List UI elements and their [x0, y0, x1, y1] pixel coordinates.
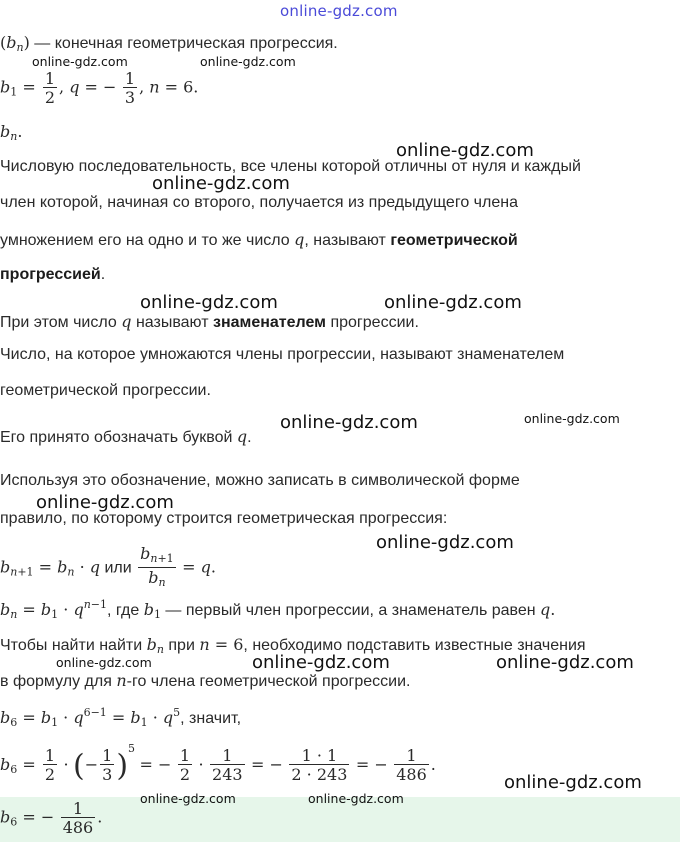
theory-p1-line2: член которой, начиная со второго, получается из предыдущего члена [0, 194, 518, 211]
theory-p5-line1: Используя это обозначение, можно записать в символической форме [0, 472, 520, 489]
watermark: online-gdz.com [384, 292, 522, 313]
fraction-b1: $\frac{1}{2}$ [44, 69, 56, 107]
task-line1-text: — конечная геометрическая прогрессия. [34, 35, 338, 52]
theory-p3-line1: Число, на которое умножаются члены прогрессии, называют знаменателем [0, 346, 565, 363]
theory-p1-line4: прогрессией. [0, 266, 106, 283]
fraction-ratio: $\frac{b_{n+1}}{b_n}$ [138, 545, 176, 592]
theory-p1-line1: Числовую последовательность, все члены которой отличны от нуля и каждый [0, 158, 581, 175]
theory-p2: При этом число q называют знаменателем прогрессии. [0, 312, 419, 331]
term-progression: прогрессией [0, 266, 101, 283]
term-geometric: геометрической [390, 232, 518, 249]
watermark: online-gdz.com [140, 292, 278, 313]
watermark-top: online-gdz.com [280, 2, 398, 20]
watermark: online-gdz.com [396, 140, 534, 161]
watermark: online-gdz.com [56, 655, 152, 670]
formula-recurrence: $b_{n+1} = b_n \cdot q$ или $\frac{b_{n+1}}{b_n}$ = q. [0, 545, 216, 592]
watermark: online-gdz.com [308, 791, 404, 806]
solution-calculation: $b_6$ = $\frac{1}{2}$ · (− $\frac{1}{3}$ )$^5$ = − $\frac{1}{2}$ · $\frac{1}{243}$ = − $\frac{1 \cdot 1}{2 \cdot 243}$ = − $\frac{1}{486}$ . [0, 742, 436, 785]
watermark: online-gdz.com [252, 652, 390, 673]
theory-p5-line2: правило, по которому строится геометрическая прогрессия: [0, 510, 448, 527]
formula-nth-term: $b_n = b_1 \cdot q^{n-1}$, где $b_1$ — первый член прогрессии, а знаменатель равен q. [0, 598, 556, 621]
theory-p3-line2: геометрической прогрессии. [0, 382, 211, 399]
task-sequence-line: $(b_n)$ — конечная геометрическая прогрессия. [0, 33, 338, 54]
watermark: online-gdz.com [524, 411, 620, 426]
solution-line1: Чтобы найти найти $b_n$ при n = 6, необходимо подставить известные значения [0, 635, 586, 656]
theory-p4: Его принято обозначать буквой q. [0, 427, 252, 446]
term-denominator: знаменателем [212, 314, 327, 331]
watermark: online-gdz.com [32, 54, 128, 69]
solution-line2: в формулу для n-го члена геометрической прогрессии. [0, 671, 411, 690]
task-find: $b_n$. [0, 122, 23, 143]
solution-line3: $b_6 = b_1 \cdot q^{6-1} = b_1 \cdot q^5$, значит, [0, 706, 242, 729]
answer: $b_6$ = − $\frac{1}{486}$ . [0, 799, 103, 837]
watermark: online-gdz.com [496, 652, 634, 673]
watermark: online-gdz.com [140, 791, 236, 806]
watermark: online-gdz.com [504, 772, 642, 793]
watermark: online-gdz.com [152, 173, 290, 194]
fraction-q: $\frac{1}{3}$ [124, 69, 136, 107]
watermark: online-gdz.com [280, 412, 418, 433]
task-given: $b_1$ = $\frac{1}{2}$ , q = − $\frac{1}{3}$ , n = 6. [0, 69, 199, 107]
watermark: online-gdz.com [376, 532, 514, 553]
watermark: online-gdz.com [36, 492, 174, 513]
watermark: online-gdz.com [200, 54, 296, 69]
theory-p1-line3: умножением его на одно и то же число q, называют геометрической [0, 230, 518, 249]
